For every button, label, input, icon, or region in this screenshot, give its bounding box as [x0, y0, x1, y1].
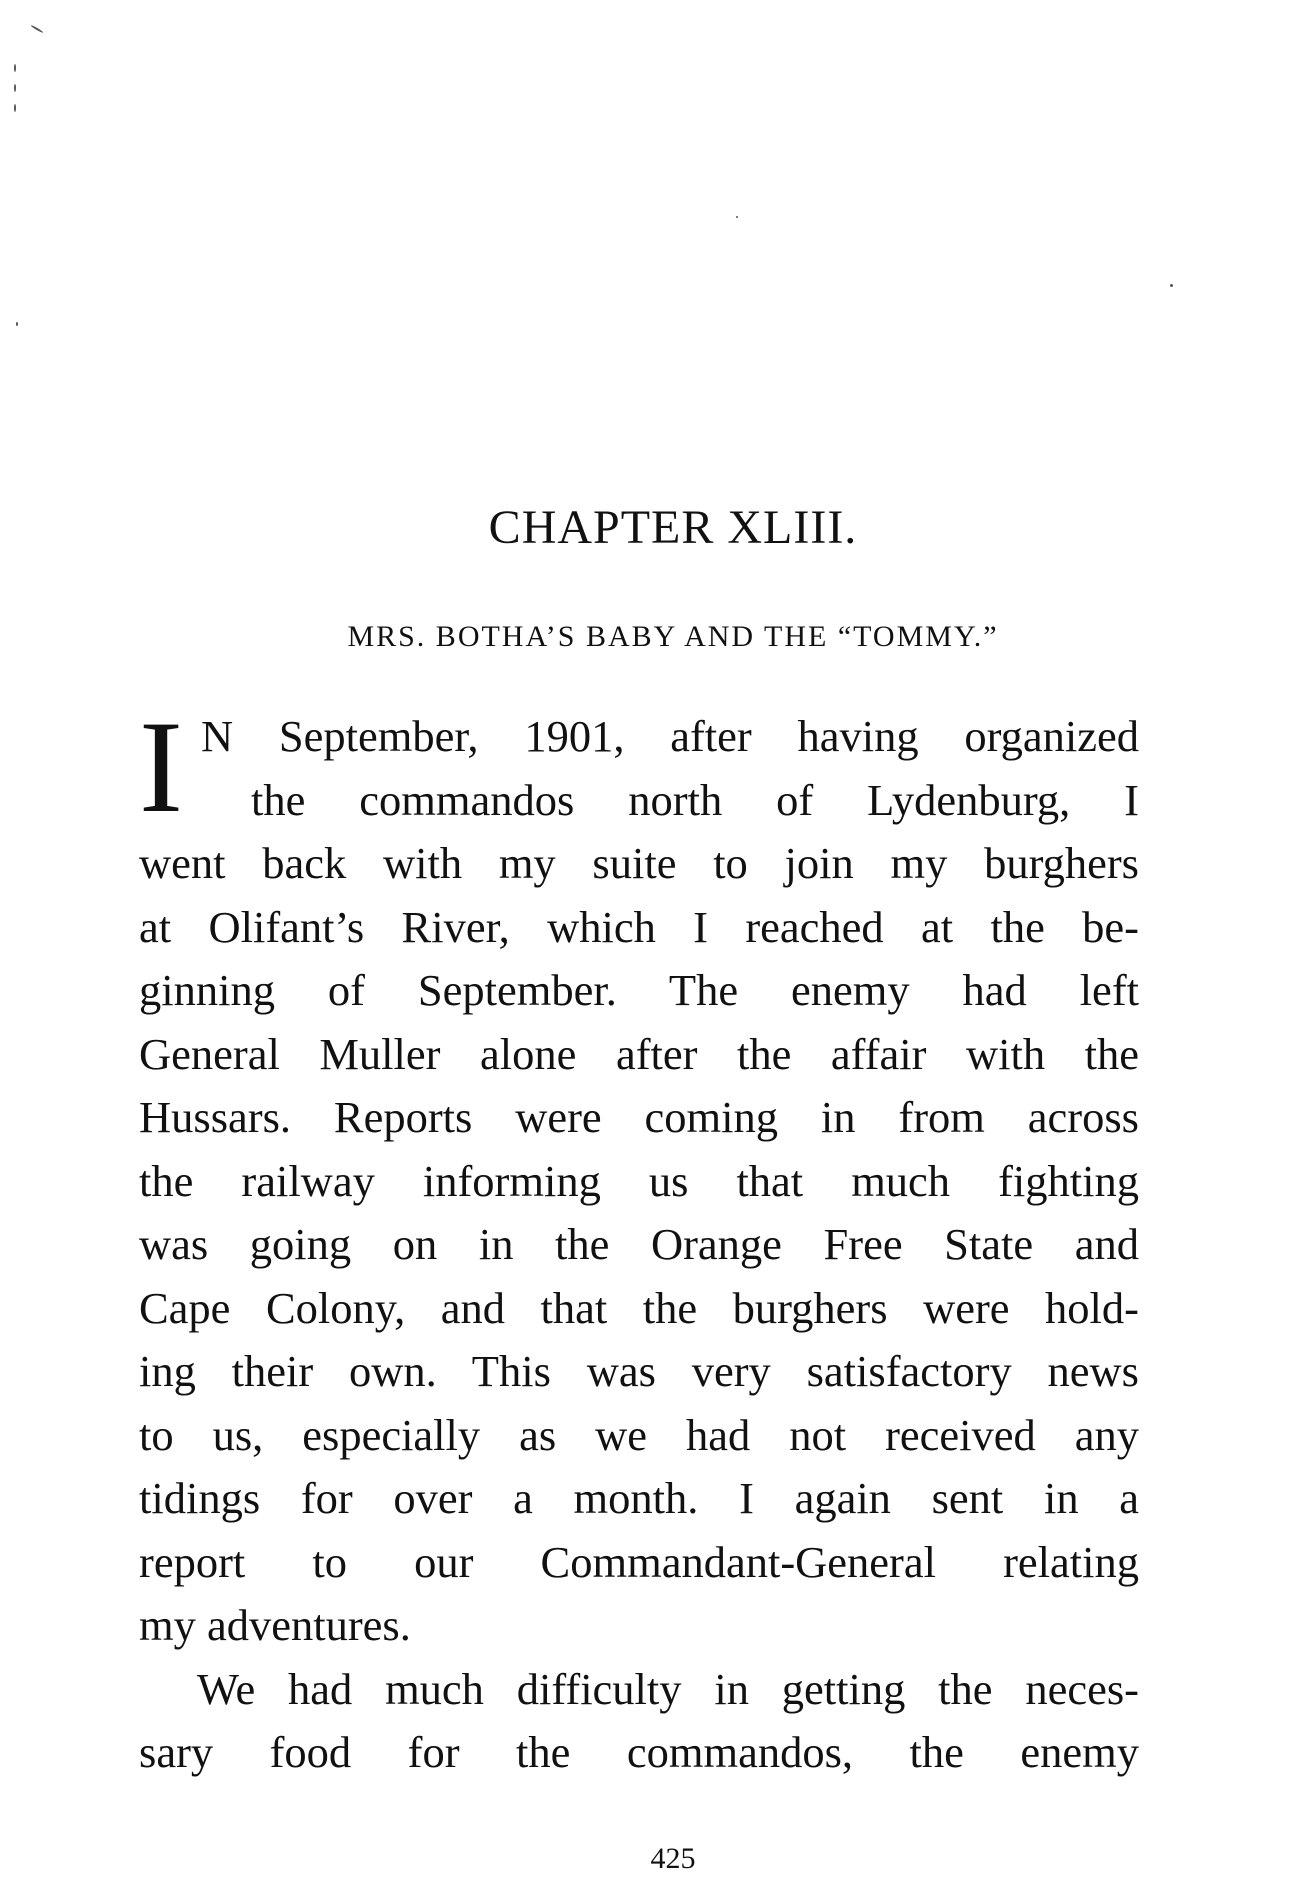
scan-speck [736, 216, 738, 218]
body-line: the commandos north of Lydenburg, I [251, 774, 1139, 825]
page-number: 425 [650, 1842, 696, 1875]
body-line: We had much difficulty in getting the neces- [197, 1663, 1139, 1714]
body-line: Cape Colony, and that the burghers were hold- [139, 1282, 1139, 1333]
chapter-subtitle: MRS. BOTHA’S BABY AND THE “TOMMY.” [347, 620, 999, 653]
body-line: Hussars. Reports were coming in from across [139, 1092, 1139, 1142]
body-line: General Muller alone after the affair with the [139, 1028, 1139, 1079]
body-line: went back with my suite to join my burghers [139, 838, 1139, 888]
body-line: sary food for the commandos, the enemy [139, 1727, 1139, 1777]
body-line-text: N September, 1901, after having organized [201, 711, 1139, 761]
body-line: tidings for over a month. I again sent in a [139, 1473, 1139, 1523]
body-line: the railway informing us that much fighting [139, 1155, 1139, 1206]
scan-speck [30, 25, 43, 34]
body-line: my adventures. [139, 1600, 411, 1650]
scan-speck [14, 104, 16, 112]
scan-speck [1170, 284, 1173, 287]
scan-speck [14, 64, 16, 72]
scan-speck [14, 84, 16, 92]
body-line: ing their own. This was very satisfactory news [139, 1346, 1139, 1396]
body-line: ginning of September. The enemy had left [139, 965, 1139, 1015]
body-line: at Olifant’s River, which I reached at the be- [139, 901, 1139, 952]
body-line: report to our Commandant-General relating [139, 1536, 1139, 1587]
body-line: to us, especially as we had not received any [139, 1409, 1139, 1460]
chapter-body [139, 693, 1139, 1785]
chapter-title: CHAPTER XLIII. [488, 501, 858, 554]
body-line: was going on in the Orange Free State and [139, 1219, 1139, 1269]
scan-speck [16, 322, 18, 326]
drop-cap: I [139, 693, 183, 840]
